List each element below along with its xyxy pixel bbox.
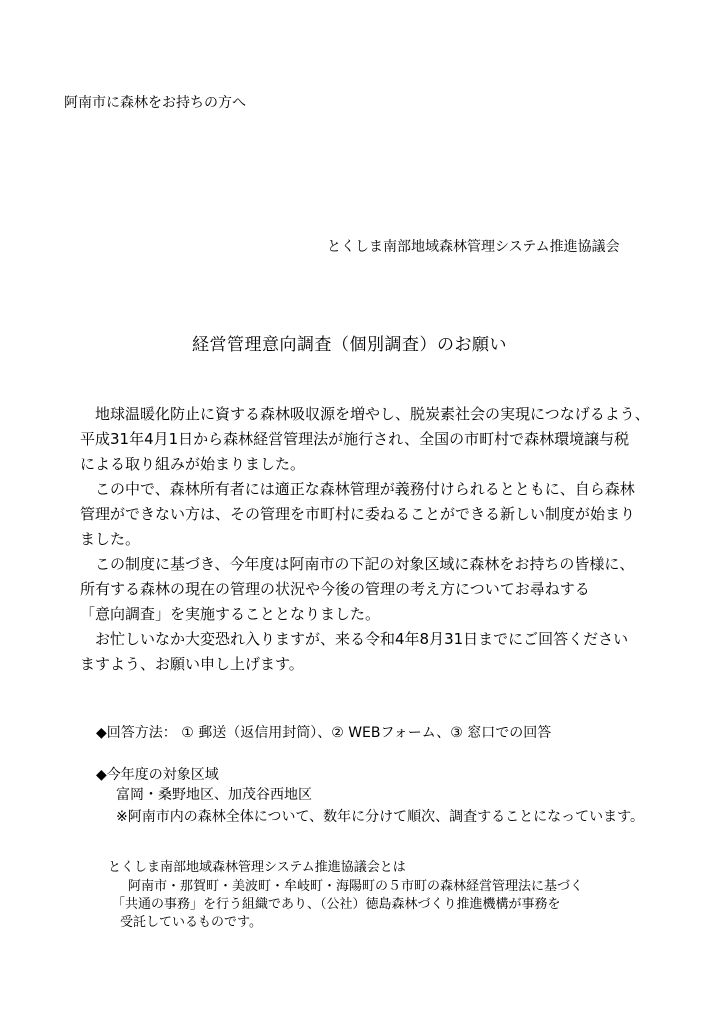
body-line: この制度に基づき、今年度は阿南市の下記の対象区域に森林をお持ちの皆様に、: [80, 555, 635, 573]
target-area-value: 富岡・桑野地区、加茂谷西地区: [116, 787, 312, 803]
body-line: お忙しいなか大変恐れ入りますが、来る令和4年8月31日までにご回答ください: [80, 630, 629, 648]
about-line: 受託しているものです。: [120, 915, 262, 930]
body-line: 平成31年4月1日から森林経営管理法が施行され、全国の市町村で森林環境譲与税: [80, 430, 630, 448]
body-line: 所有する森林の現在の管理の状況や今後の管理の考え方についてお尋ねする: [80, 580, 590, 598]
sender-organization: とくしま南部地域森林管理システム推進協議会: [327, 239, 620, 255]
target-area-heading: ◆今年度の対象区域: [96, 767, 219, 783]
document-title: 経営管理意向調査（個別調査）のお願い: [192, 335, 507, 355]
body-line: 「意向調査」を実施することとなりました。: [80, 605, 381, 623]
body-line: による取り組みが始まりました。: [80, 455, 306, 473]
body-line: ますよう、お願い申し上げます。: [80, 655, 304, 673]
body-line: ました。: [80, 530, 141, 548]
target-area-note: ※阿南市内の森林全体について、数年に分けて順次、調査することになっています。: [116, 809, 645, 825]
body-line: この中で、森林所有者には適正な森林管理が義務付けられるとともに、自ら森林: [80, 480, 635, 498]
about-line: 「共通の事務」を行う組織であり、（公社）徳島森林づくり推進機構が事務を: [112, 897, 561, 912]
recipient-line: 阿南市に森林をお持ちの方へ: [64, 95, 246, 111]
response-methods: ◆回答方法： ① 郵送（返信用封筒）、② WEBフォーム、③ 窓口での回答: [96, 725, 552, 741]
body-line: 地球温暖化防止に資する森林吸収源を増やし、脱炭素社会の実現につなげるよう、: [80, 405, 650, 423]
about-line: 阿南市・那賀町・美波町・牟岐町・海陽町の５市町の森林経営管理法に基づく: [128, 879, 584, 894]
about-title: とくしま南部地域森林管理システム推進協議会とは: [108, 860, 406, 875]
body-line: 管理ができない方は、その管理を市町村に委ねることができる新しい制度が始まり: [80, 505, 636, 523]
